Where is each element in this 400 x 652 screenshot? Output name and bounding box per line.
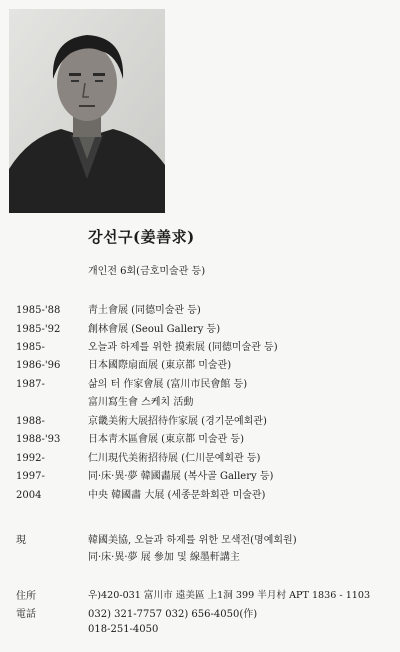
career-year: 1985- [16,342,45,353]
artist-portrait [9,9,165,213]
address-label: 住所 [16,591,36,602]
current-line: 同·床·異·夢 展 參加 및 線墨軒講主 [88,552,240,563]
career-text: 京畿美術大展招待作家展 (경기문예회관) [88,416,267,427]
solo-exhibitions: 개인전 6회(금호미술관 등) [88,266,206,277]
career-year: 1988- [16,416,45,427]
career-year: 1992- [16,453,45,464]
career-year: 1985-'88 [16,305,61,316]
career-text: 富川寫生會 스케치 活動 [88,397,194,408]
address-line: 우)420-031 富川市 遠美區 上1洞 399 半月村 APT 1836 - 1103 [88,590,371,601]
career-text: 中央 韓國畵 大展 (세종문화회관 미술관) [88,490,266,501]
phone-line: 032) 321-7757 032) 656-4050(作) [88,609,258,620]
career-text: 日本國際扇面展 (東京都 미술관) [88,360,232,371]
career-text: 日本靑木區會展 (東京都 미술관 등) [88,434,244,445]
career-text: 創林會展 (Seoul Gallery 등) [88,324,221,335]
career-text: 삶의 터 作家會展 (富川市民會館 등) [88,379,248,390]
career-year: 2004 [16,490,42,501]
career-year: 1988-'93 [16,434,61,445]
career-year: 1986-'96 [16,360,61,371]
phone-label: 電話 [16,609,36,620]
career-text: 同·床·異·夢 韓國畵展 (복사골 Gallery 등) [88,471,274,482]
phone-line: 018-251-4050 [88,624,159,635]
career-text: 仁川現代美術招待展 (仁川문예회관 등) [88,453,261,464]
career-year: 1985-'92 [16,324,61,335]
career-year: 1987- [16,379,45,390]
current-label: 現 [16,535,26,546]
career-year: 1997- [16,471,45,482]
career-text: 靑土會展 (同德미술관 등) [88,305,201,316]
career-text: 오늘과 하제를 위한 摸索展 (同德미술관 등) [88,342,278,353]
current-line: 韓國美協, 오늘과 하제를 위한 모색전(명예회원) [88,535,297,546]
artist-name: 강선구(姜善求) [88,228,195,246]
